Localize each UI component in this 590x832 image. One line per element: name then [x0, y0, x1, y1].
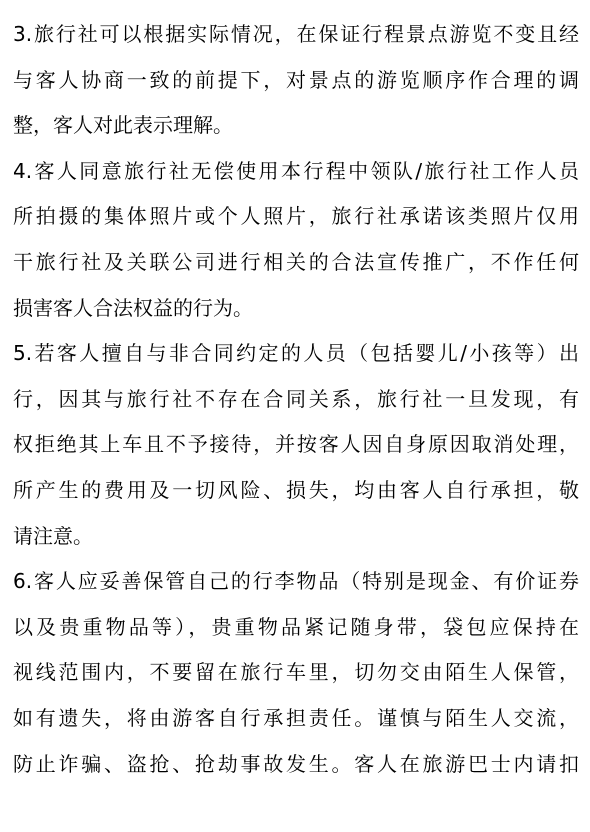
text-line: 所拍摄的集体照片或个人照片，旅行社承诺该类照片仅用	[13, 204, 579, 229]
text-line: 请注意。	[13, 523, 93, 548]
text-line: 行，因其与旅行社不存在合同关系，旅行社一旦发现，有	[13, 386, 579, 411]
text-line: 4.客人同意旅行社无偿使用本行程中领队/旅行社工作人员	[13, 158, 579, 183]
text-line: 如有遗失，将由游客自行承担责任。谨慎与陌生人交流，	[13, 705, 579, 730]
text-line: 防止诈骗、盗抢、抢劫事故发生。客人在旅游巴士内请扣	[13, 751, 579, 776]
text-line: 视线范围内，不要留在旅行车里，切勿交由陌生人保管，	[13, 660, 579, 685]
text-line: 干旅行社及关联公司进行相关的合法宣传推广，不作任何	[13, 249, 579, 274]
text-line: 与客人协商一致的前提下，对景点的游览顺序作合理的调	[13, 67, 579, 92]
text-line: 以及贵重物品等），贵重物品紧记随身带，袋包应保持在	[13, 614, 579, 639]
text-line: 权拒绝其上车且不予接待，并按客人因自身原因取消处理，	[13, 432, 579, 457]
text-line: 整，客人对此表示理解。	[13, 113, 233, 138]
text-line: 3.旅行社可以根据实际情况，在保证行程景点游览不变且经	[13, 22, 579, 46]
text-line: 损害客人合法权益的行为。	[13, 295, 253, 320]
document-body	[13, 12, 579, 787]
text-line: 5.若客人擅自与非合同约定的人员（包括婴儿/小孩等）出	[13, 341, 579, 366]
text-line: 所产生的费用及一切风险、损失，均由客人自行承担，敬	[13, 477, 579, 502]
text-line: 6.客人应妥善保管自己的行李物品（特别是现金、有价证券	[13, 569, 579, 594]
